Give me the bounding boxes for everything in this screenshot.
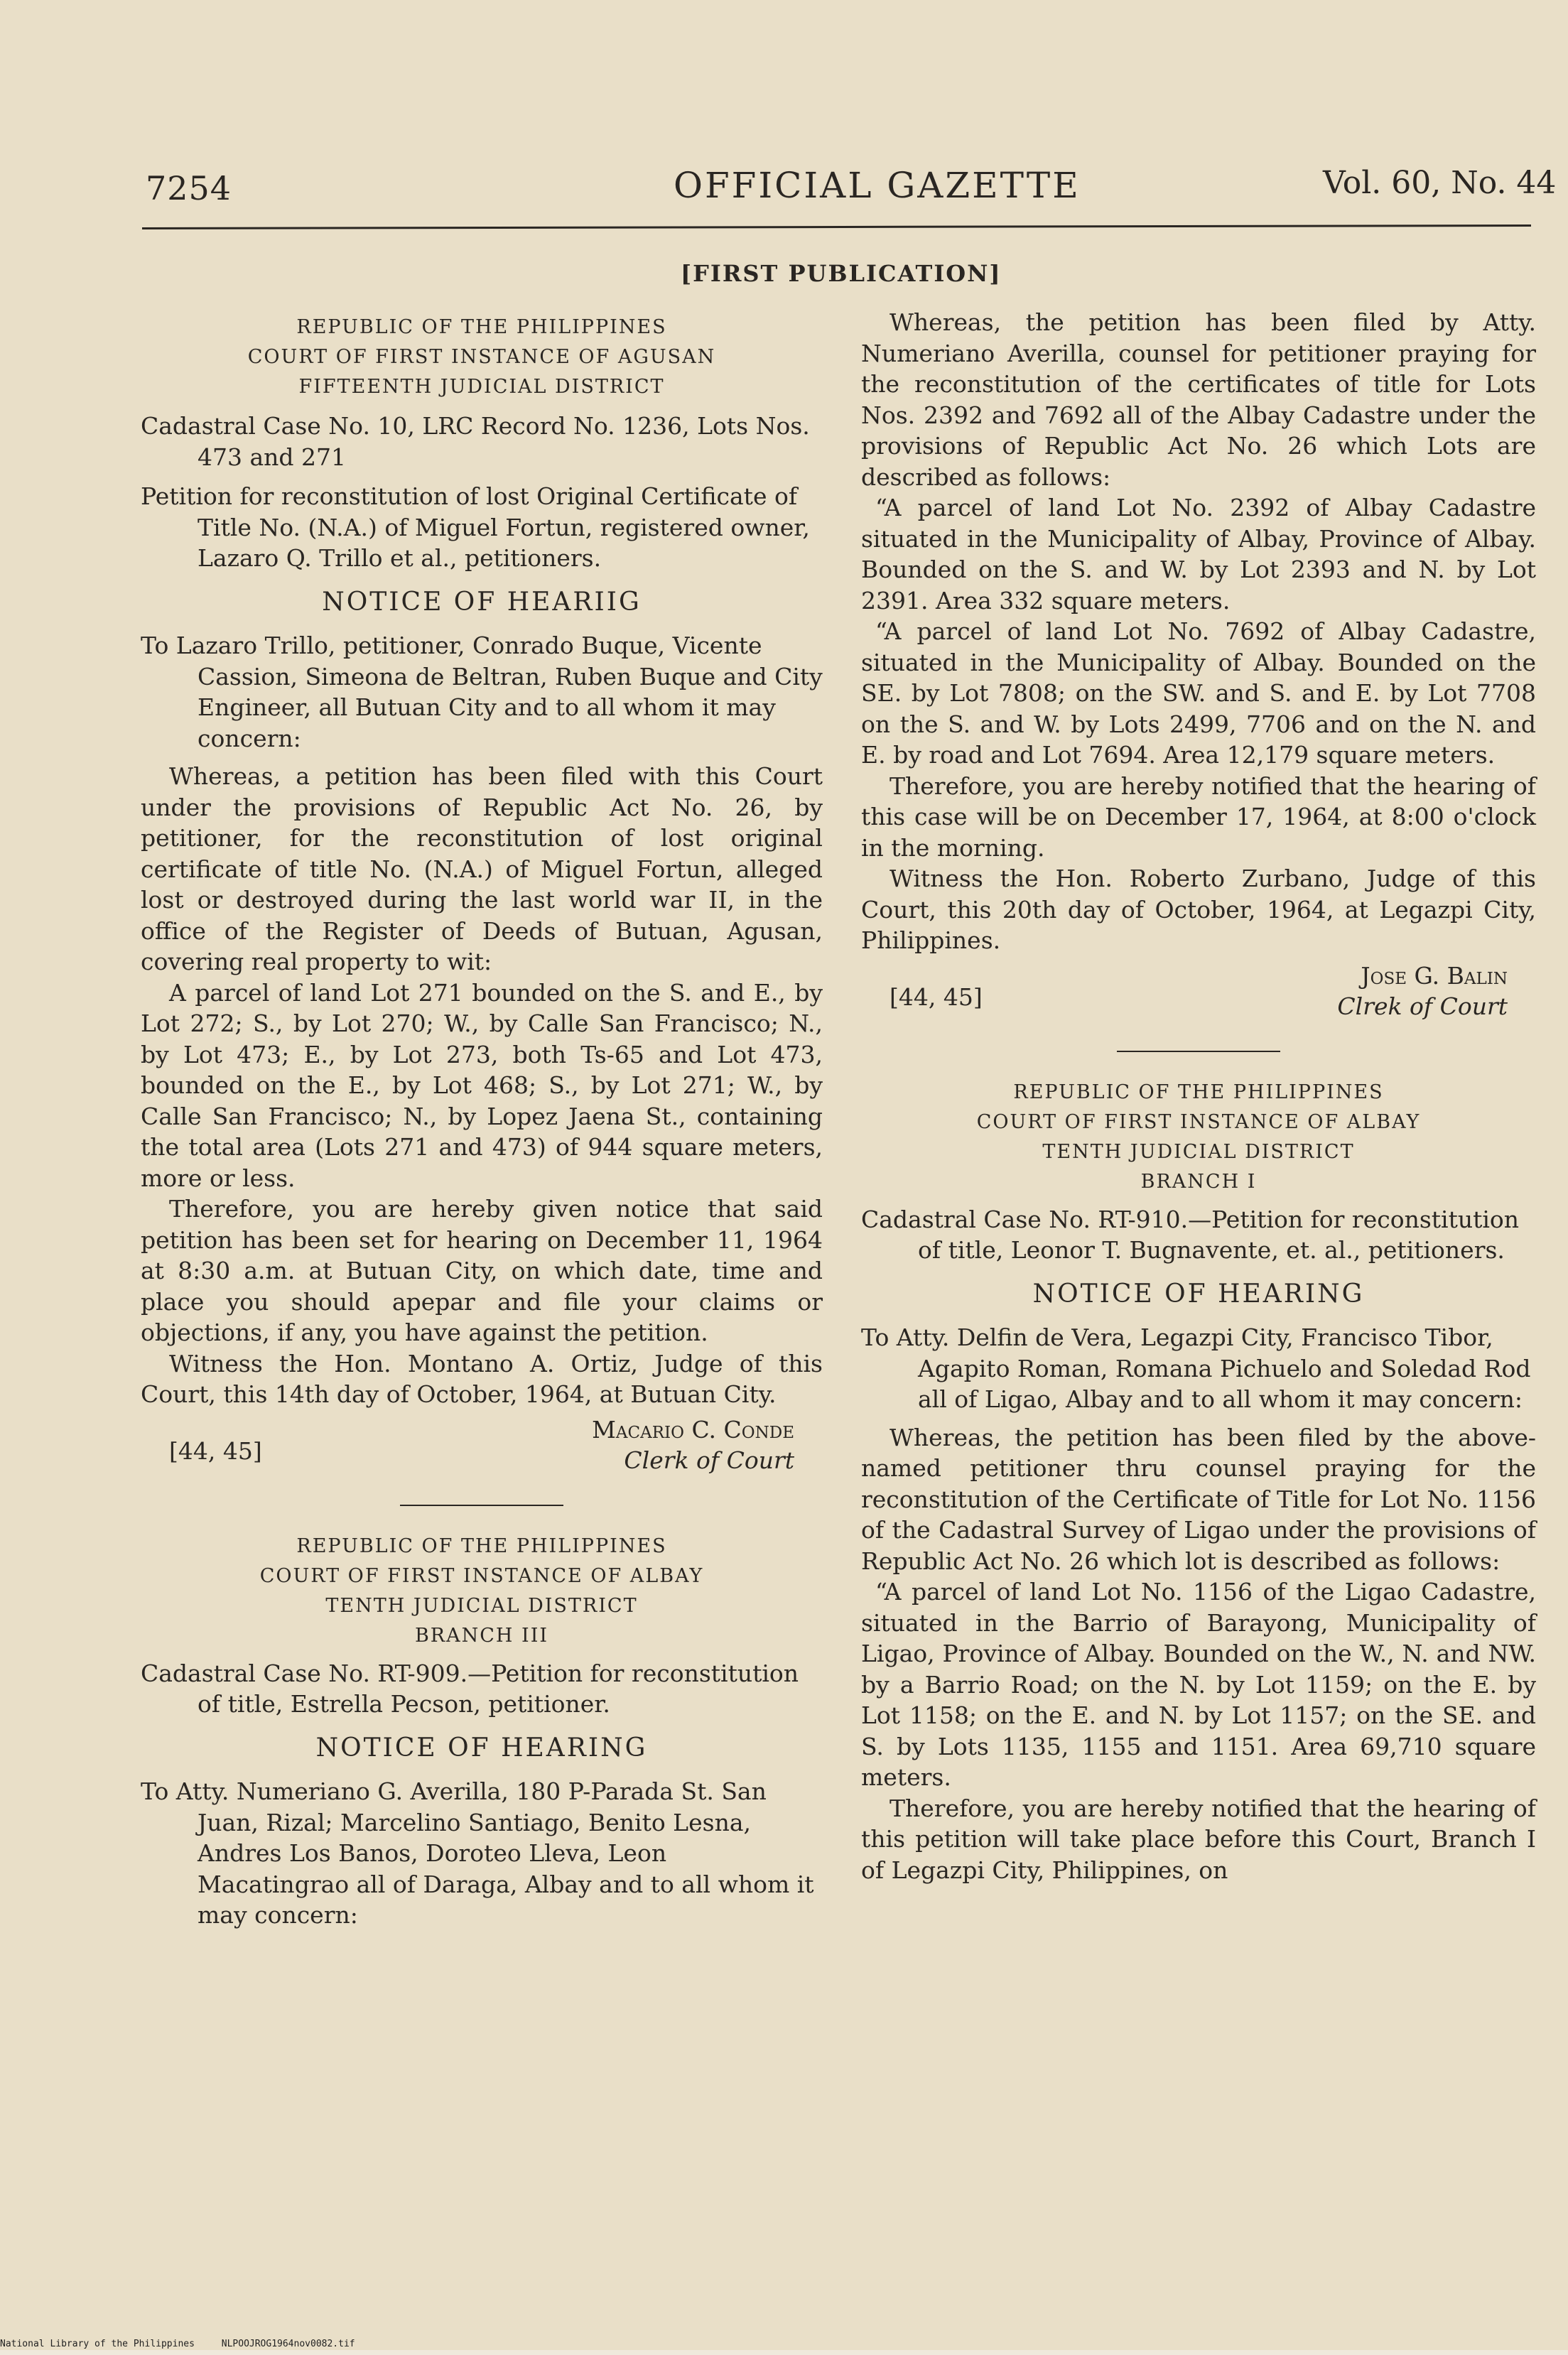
case-caption: Cadastral Case No. RT-909.—Petition for reconstitution of title, Estrella Pecson, petitioner. bbox=[141, 1659, 799, 1718]
addressees: To Atty. Numeriano G. Averilla, 180 P-Parada St. San Juan, Rizal; Marcelino Santiago, Benito Lesna, Andres Los Banos, Doroteo Lleva, Leon Macatingrao all of Daraga, Albay and to all whom it may concern: bbox=[141, 1777, 814, 1929]
section-divider bbox=[400, 1505, 563, 1506]
paragraph: Witness the Hon. Roberto Zurbano, Judge of this Court, this 20th day of October, 1964, at Legazpi City, Philippines. bbox=[861, 865, 1536, 954]
notice-heading: NOTICE OF HEARING bbox=[315, 1733, 648, 1763]
page-number: 7254 bbox=[146, 169, 232, 207]
signatory-name: Jose G. Balin bbox=[1361, 961, 1508, 990]
paragraph: Whereas, the petition has been filed by the above-named petitioner thru counsel praying for the reconstitution of the Certificate of Title for Lot No. 1156 of the Cadastral Survey of Ligao under the provisions of Republic Act No. 26 which lot is described as follows: bbox=[861, 1423, 1536, 1575]
notice-heading: NOTICE OF HEARIIG bbox=[322, 587, 642, 617]
signatory-title: Clerk of Court bbox=[624, 1446, 794, 1474]
addressees: To Lazaro Trillo, petitioner, Conrado Buque, Vicente Cassion, Simeona de Beltran, Ruben Buque and City Engineer, all Butuan City and to all whom it may concern: bbox=[141, 632, 823, 752]
notice-agusan bbox=[141, 313, 823, 1476]
publication-notice: [FIRST PUBLICATION] bbox=[681, 260, 1002, 287]
paragraph: “A parcel of land Lot No. 1156 of the Ligao Cadastre, situated in the Barrio of Barayong, Municipality of Ligao, Province of Albay. Bounded on the W., N. and NW. by a Barrio Road; on the N. by Lot 1159; on the E. by Lot 1158; on the E. and N. by Lot 1157; on the SE. and S. by Lots 1135, 1155 and 1151. Area 69,710 square meters. bbox=[861, 1578, 1536, 1791]
court-line: TENTH JUDICIAL DISTRICT bbox=[325, 1594, 638, 1617]
file-name: NLPOOJROG1964nov0082.tif bbox=[221, 2339, 355, 2349]
case-caption: Cadastral Case No. 10, LRC Record No. 1236, Lots Nos. 473 and 271 bbox=[141, 412, 810, 471]
addressees: To Atty. Delfin de Vera, Legazpi City, Francisco Tibor, Agapito Roman, Romana Pichuelo and Soledad Rod all of Ligao, Albay and to all whom it may concern: bbox=[861, 1323, 1531, 1413]
petition-caption: Petition for reconstitution of lost Original Certificate of Title No. (N.A.) of Miguel Fortun, registered owner, Lazaro Q. Trillo et al., petitioners. bbox=[141, 482, 810, 572]
signatory-name: Macario C. Conde bbox=[592, 1415, 794, 1444]
case-caption: Cadastral Case No. RT-910.—Petition for reconstitution of title, Leonor T. Bugnavente, et. al., petitioners. bbox=[861, 1205, 1520, 1264]
volume-number: Vol. 60, No. 44 bbox=[1323, 165, 1557, 201]
court-line: COURT OF FIRST INSTANCE OF ALBAY bbox=[976, 1110, 1421, 1133]
court-line: COURT OF FIRST INSTANCE OF ALBAY bbox=[259, 1564, 704, 1587]
scan-footer-strip bbox=[0, 2350, 1568, 2355]
court-line: REPUBLIC OF THE PHILIPPINES bbox=[296, 1534, 667, 1557]
court-line: BRANCH I bbox=[1140, 1170, 1257, 1193]
paragraph: Therefore, you are hereby notified that the hearing of this petition will take place before this Court, Branch I of Legazpi City, Philippines, on bbox=[861, 1794, 1536, 1884]
header-rule bbox=[142, 224, 1531, 229]
left-column bbox=[141, 313, 823, 1938]
paragraph: Witness the Hon. Montano A. Ortiz, Judge of this Court, this 14th day of October, 1964, at Butuan City. bbox=[141, 1349, 823, 1408]
paragraph: Therefore, you are hereby given notice that said petition has been set for hearing on December 11, 1964 at 8:30 a.m. at Butuan City, on which date, time and place you should apepar and file your claims or objections, if any, you have against the petition. bbox=[141, 1195, 823, 1346]
notice-heading: NOTICE OF HEARING bbox=[1032, 1279, 1365, 1309]
court-line: REPUBLIC OF THE PHILIPPINES bbox=[296, 316, 667, 338]
court-line: FIFTEENTH JUDICIAL DISTRICT bbox=[298, 376, 665, 398]
court-line: COURT OF FIRST INSTANCE OF AGUSAN bbox=[247, 346, 716, 368]
paragraph: A parcel of land Lot 271 bounded on the S. and E., by Lot 272; S., by Lot 270; W., by Calle San Francisco; N., by Lot 473; E., by Lot 273, both Ts-65 and Lot 473, bounded on the E., by Lot 468; S., by Lot 271; W., by Calle San Francisco; N., by Lopez Jaena St., containing the total area (Lots 271 and 473) of 944 square meters, more or less. bbox=[141, 978, 823, 1192]
signature-block bbox=[141, 1414, 823, 1476]
paragraph: Whereas, a petition has been filed with this Court under the provisions of Republic Act No. 26, by petitioner, for the reconstitution of lost original certificate of title No. (N.A.) of Miguel Fortun, alleged lost or destroyed during the last world war II, in the office of the Register of Deeds of Butuan, Agusan, covering real property to wit: bbox=[141, 762, 823, 975]
signatory-title: Clrek of Court bbox=[1337, 992, 1508, 1020]
right-column bbox=[861, 307, 1536, 1885]
paragraph: “A parcel of land Lot No. 2392 of Albay Cadastre situated in the Municipality of Albay, Province of Albay. Bounded on the S. and W. by Lot 2393 and N. by Lot 2391. Area 332 square meters. bbox=[861, 494, 1536, 615]
court-line: BRANCH III bbox=[414, 1624, 549, 1647]
section-divider bbox=[1117, 1051, 1280, 1052]
paragraph: Whereas, the petition has been filed by Atty. Numeriano Averilla, counsel for petitioner praying for the reconstitution of the certificates of title for Lots Nos. 2392 and 7692 all of the Albay Cadastre under the provisions of Republic Act No. 26 which Lots are described as follows: bbox=[861, 308, 1536, 491]
issue-reference: [44, 45] bbox=[169, 1436, 262, 1465]
library-name: National Library of the Philippines bbox=[0, 2339, 195, 2349]
notice-albay-910 bbox=[861, 1078, 1536, 1886]
paragraph: Therefore, you are hereby notified that the hearing of this case will be on December 17, 1964, at 8:00 o'clock in the morning. bbox=[861, 772, 1536, 862]
court-line: REPUBLIC OF THE PHILIPPINES bbox=[1013, 1081, 1384, 1103]
notice-albay-909-continued bbox=[861, 307, 1536, 1022]
scan-footer bbox=[0, 2339, 377, 2349]
publication-title: OFFICIAL GAZETTE bbox=[674, 165, 1081, 206]
court-line: TENTH JUDICIAL DISTRICT bbox=[1042, 1140, 1355, 1163]
signature-block bbox=[861, 960, 1536, 1022]
issue-reference: [44, 45] bbox=[890, 982, 983, 1011]
paragraph: “A parcel of land Lot No. 7692 of Albay Cadastre, situated in the Municipality of Albay. Bounded on the SE. by Lot 7808; on the SW. and S. and E. by Lot 7708 on the S. and W. by Lots 2499, 7706 and on the N. and E. by road and Lot 7694. Area 12,179 square meters. bbox=[861, 617, 1536, 769]
notice-albay-909 bbox=[141, 1532, 823, 1931]
